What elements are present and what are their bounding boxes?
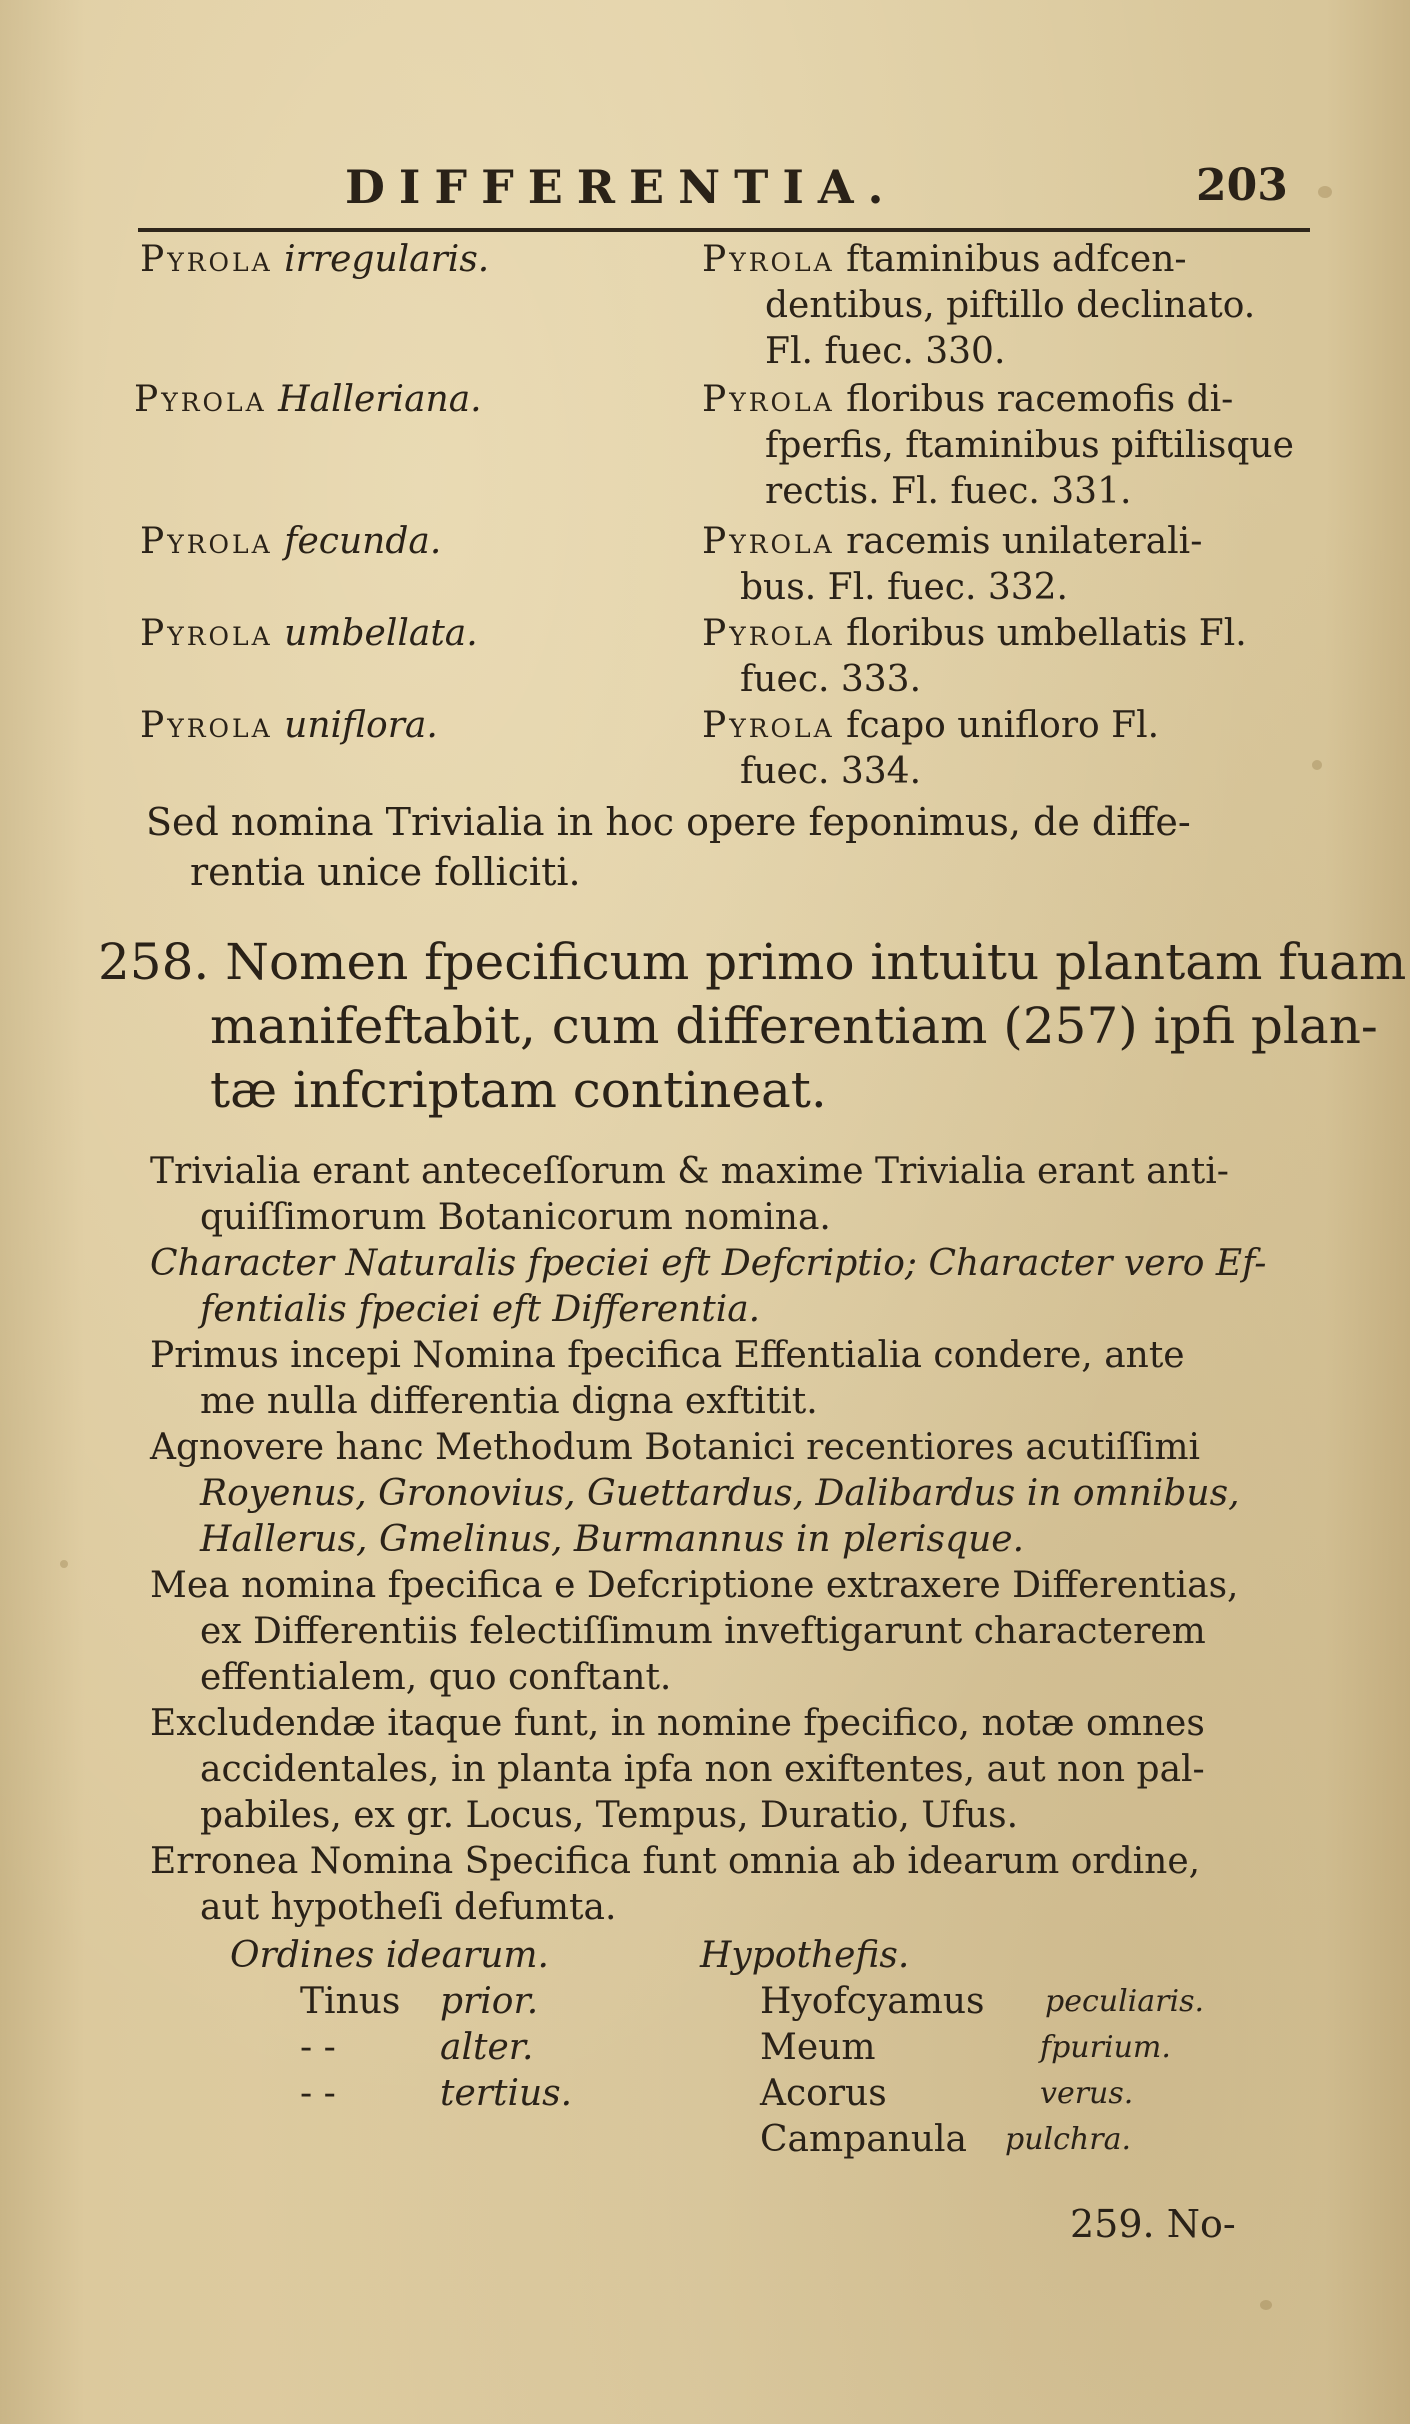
body-line-4: fentialis fpeciei eft Differentia. xyxy=(200,1289,761,1330)
table-right-row-3: Acorus xyxy=(760,2073,887,2114)
aphorism-line-1: 258. Nomen fpecificum primo intuitu plantam fuam xyxy=(98,933,1407,991)
pyrola-diff-2-line2: fperfis, ftaminibus piftilisque xyxy=(765,425,1294,466)
table-right-row-4: Campanula xyxy=(760,2119,967,2160)
body-line-3: Character Naturalis fpeciei eft Defcriptio; Character vero Ef- xyxy=(150,1243,1267,1284)
pyrola-name-4: Pyrola umbellata. xyxy=(140,613,478,654)
pyrola-name-5: Pyrola uniflora. xyxy=(140,705,438,746)
table-left-row-1-epithet: prior. xyxy=(440,1981,539,2022)
body-line-1: Trivialia erant anteceſſorum & maxime Trivialia erant anti- xyxy=(150,1151,1229,1192)
table-left-row-3-epithet: tertius. xyxy=(440,2073,573,2114)
foxing-spot xyxy=(1318,186,1332,198)
table-right-row-2: Meum xyxy=(760,2027,876,2068)
pyrola-diff-2: Pyrola floribus racemofis di- xyxy=(702,379,1234,420)
aphorism-line-2: manifeftabit, cum differentiam (257) ipfi plan- xyxy=(210,997,1378,1055)
pyrola-name-3: Pyrola fecunda. xyxy=(140,521,442,562)
table-right-row-3-epithet: verus. xyxy=(1040,2076,1134,2111)
body-line-6: me nulla differentia digna exftitit. xyxy=(200,1381,818,1422)
body-line-16: Erronea Nomina Specifica funt omnia ab idearum ordine, xyxy=(150,1841,1201,1882)
body-line-2: quiſſimorum Botanicorum nomina. xyxy=(200,1197,831,1238)
pyrola-diff-3: Pyrola racemis unilaterali- xyxy=(702,521,1203,562)
sed-line-1: Sed nomina Trivialia in hoc opere feponimus, de diffe- xyxy=(146,800,1191,844)
body-line-8: Royenus, Gronovius, Guettardus, Dalibardus in omnibus, xyxy=(200,1473,1240,1514)
pyrola-name-2: Pyrola Halleriana. xyxy=(134,379,482,420)
foxing-spot xyxy=(60,1560,68,1568)
body-line-9: Hallerus, Gmelinus, Burmannus in plerisque. xyxy=(200,1519,1025,1560)
pyrola-diff-1-line3: Fl. fuec. 330. xyxy=(765,331,1006,372)
pyrola-diff-2-line3: rectis. Fl. fuec. 331. xyxy=(765,471,1132,512)
body-line-5: Primus incepi Nomina fpecifica Effentialia condere, ante xyxy=(150,1335,1185,1376)
aphorism-line-3: tæ infcriptam contineat. xyxy=(210,1061,827,1119)
pyrola-diff-5: Pyrola fcapo unifloro Fl. xyxy=(702,705,1160,746)
pyrola-name-1: Pyrola irregularis. xyxy=(140,239,490,280)
body-line-11: ex Differentiis felectiſſimum inveftigarunt characterem xyxy=(200,1611,1206,1652)
foxing-spot xyxy=(1260,2300,1272,2310)
table-right-header: Hypothefis. xyxy=(700,1935,910,1976)
pyrola-diff-4: Pyrola floribus umbellatis Fl. xyxy=(702,613,1247,654)
pyrola-diff-3-line2: bus. Fl. fuec. 332. xyxy=(740,567,1068,608)
table-right-row-1-epithet: peculiaris. xyxy=(1045,1984,1205,2019)
page-number: 203 xyxy=(1196,160,1288,211)
body-line-14: accidentales, in planta ipfa non exiftentes, aut non pal- xyxy=(200,1749,1205,1790)
table-right-row-2-epithet: fpurium. xyxy=(1040,2030,1171,2065)
header-rule xyxy=(138,228,1310,232)
table-right-row-1: Hyofcyamus xyxy=(760,1981,985,2022)
foxing-spot xyxy=(1312,760,1322,770)
table-left-row-2: - - xyxy=(300,2027,336,2068)
body-line-13: Excludendæ itaque funt, in nomine fpecifico, notæ omnes xyxy=(150,1703,1205,1744)
sed-line-2: rentia unice folliciti. xyxy=(190,850,581,894)
table-right-row-4-epithet: pulchra. xyxy=(1005,2122,1132,2157)
table-left-header: Ordines idearum. xyxy=(230,1935,549,1976)
body-line-7: Agnovere hanc Methodum Botanici recentiores acutiſſimi xyxy=(150,1427,1200,1468)
table-left-row-3: - - xyxy=(300,2073,336,2114)
pyrola-diff-1: Pyrola ftaminibus adfcen- xyxy=(702,239,1187,280)
pyrola-diff-5-line2: fuec. 334. xyxy=(740,751,922,792)
catchword: 259. No- xyxy=(1070,2202,1236,2246)
body-line-10: Mea nomina fpecifica e Defcriptione extraxere Differentias, xyxy=(150,1565,1239,1606)
pyrola-diff-1-line2: dentibus, piftillo declinato. xyxy=(765,285,1256,326)
running-header: DIFFERENTIA. xyxy=(345,160,898,214)
body-line-17: aut hypotheſi defumta. xyxy=(200,1887,617,1928)
table-left-row-2-epithet: alter. xyxy=(440,2027,534,2068)
body-line-12: effentialem, quo conftant. xyxy=(200,1657,672,1698)
body-line-15: pabiles, ex gr. Locus, Tempus, Duratio, Ufus. xyxy=(200,1795,1019,1836)
pyrola-diff-4-line2: fuec. 333. xyxy=(740,659,922,700)
table-left-row-1: Tinus xyxy=(300,1981,401,2022)
